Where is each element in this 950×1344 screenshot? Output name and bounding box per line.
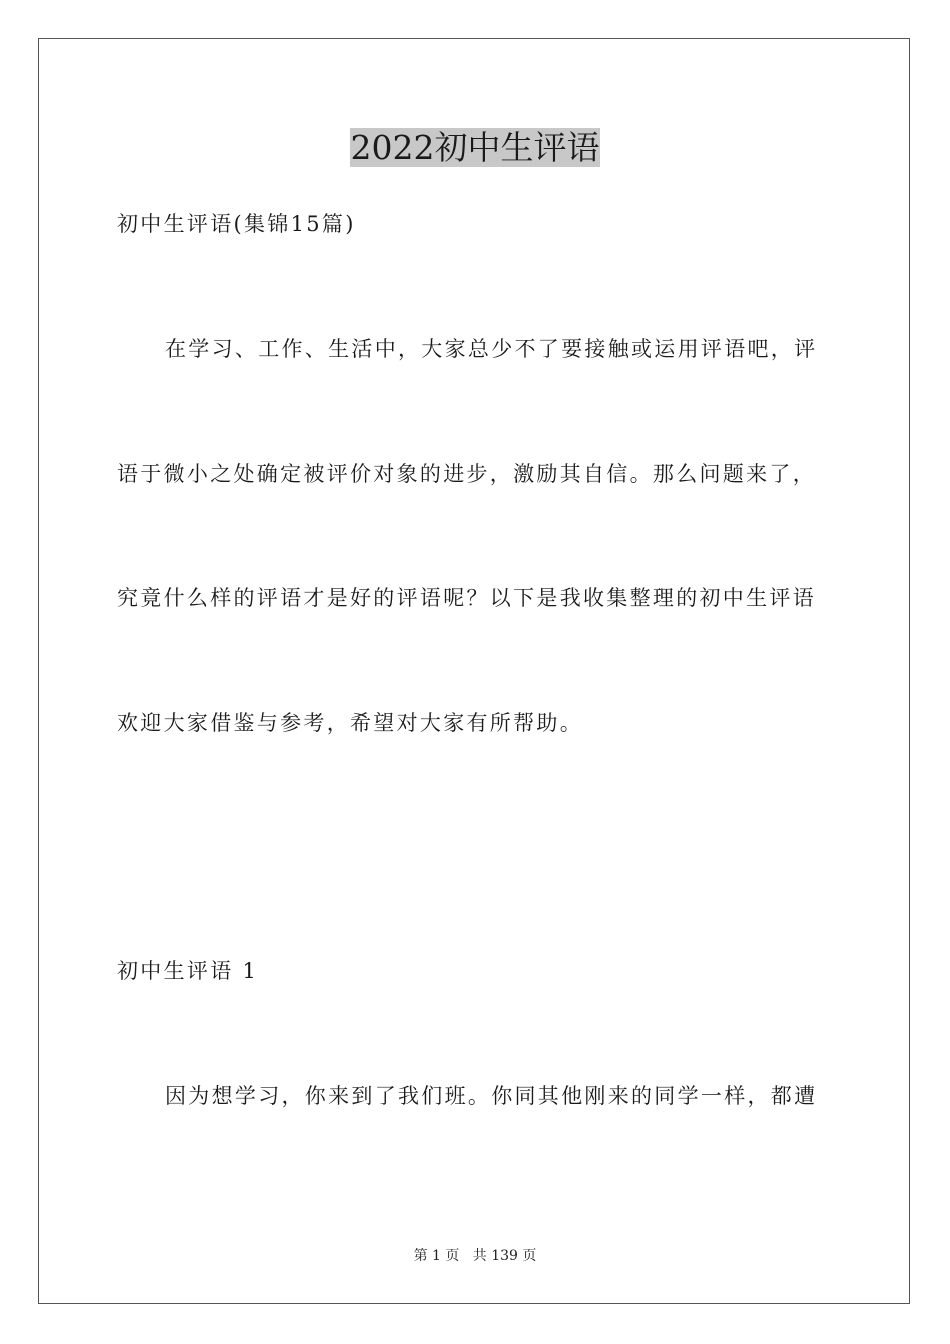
document-subtitle: 初中生评语(集锦15篇) <box>117 212 356 236</box>
intro-paragraph-line: 欢迎大家借鉴与参考，希望对大家有所帮助。 <box>117 711 583 735</box>
intro-paragraph-line: 究竟什么样的评语才是好的评语呢？以下是我收集整理的初中生评语 <box>117 586 816 610</box>
intro-paragraph-line: 在学习、工作、生活中，大家总少不了要接触或运用评语吧，评 <box>165 337 818 361</box>
page-number: 第 1 页 <box>413 1248 460 1264</box>
intro-paragraph-line: 语于微小之处确定被评价对象的进步，激励其自信。那么问题来了， <box>117 462 816 486</box>
document-title-text: 2022初中生评语 <box>350 128 600 167</box>
page-total: 共 139 页 <box>472 1248 537 1264</box>
document-title <box>0 126 950 170</box>
section-paragraph-line: 因为想学习，你来到了我们班。你同其他刚来的同学一样，都遭 <box>165 1084 818 1108</box>
section-heading: 初中生评语 1 <box>117 959 259 983</box>
page-footer <box>0 1246 950 1266</box>
